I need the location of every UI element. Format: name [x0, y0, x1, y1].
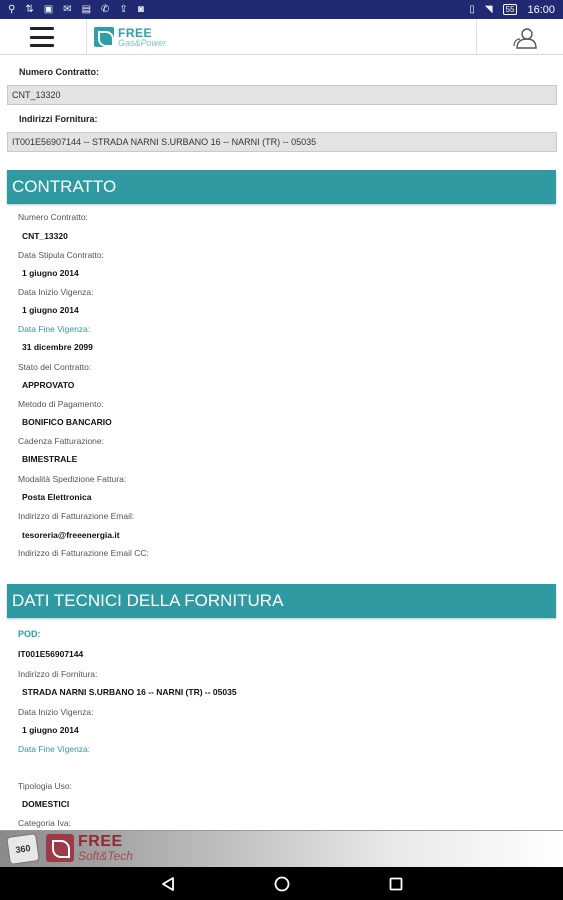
navigation-bar — [0, 867, 563, 900]
home-icon[interactable] — [273, 875, 291, 893]
field-value: CNT_13320 — [22, 231, 68, 241]
field-value: tesoreria@freeenergia.it — [22, 530, 120, 540]
field-label: Cadenza Fatturazione: — [18, 436, 104, 446]
phone-icon: ✆ — [101, 3, 110, 15]
field-label: Data Fine Vigenza: — [18, 324, 91, 334]
field-label: Metodo di Pagamento: — [18, 399, 104, 409]
banner-main-text: FREE — [78, 833, 123, 850]
logo-main-text: FREE — [118, 25, 153, 40]
usb-icon: ⚲ — [8, 3, 16, 15]
upload-icon: ⇪ — [119, 3, 128, 15]
section-header-dati-tecnici: DATI TECNICI DELLA FORNITURA — [7, 584, 556, 618]
menu-icon[interactable] — [30, 27, 54, 47]
pod-label: POD: — [18, 629, 41, 639]
contract-detail-content[interactable] — [0, 56, 563, 830]
field-label: Tipologia Uso: — [18, 781, 73, 791]
vibrate-icon: ▯ — [469, 3, 475, 15]
supply-address-select[interactable]: IT001E56907144 -- STRADA NARNI S.URBANO 16 -- NARNI (TR) -- 05035 — [7, 132, 557, 152]
doc-icon: ▤ — [81, 3, 92, 15]
app-bar — [0, 19, 563, 55]
field-value: 1 giugno 2014 — [22, 305, 79, 315]
field-value: BONIFICO BANCARIO — [22, 417, 112, 427]
field-label: Categoria Iva: — [18, 818, 71, 828]
contract-number-label: Numero Contratto: — [19, 67, 99, 77]
field-label: Numero Contratto: — [18, 212, 88, 222]
field-value: STRADA NARNI S.URBANO 16 -- NARNI (TR) -- 05035 — [22, 687, 237, 697]
free-logo-icon — [94, 27, 114, 47]
field-value: 1 giugno 2014 — [22, 268, 79, 278]
field-label: Stato del Contratto: — [18, 362, 92, 372]
field-value: 31 dicembre 2099 — [22, 342, 93, 352]
photo-icon: ◙ — [137, 3, 144, 15]
image-icon: ▣ — [43, 3, 54, 15]
contract-number-select[interactable]: CNT_13320 — [7, 85, 557, 105]
field-label: Data Stipula Contratto: — [18, 250, 104, 260]
user-icon[interactable] — [513, 27, 537, 49]
logo-sub-text: Gas&Power — [118, 37, 167, 48]
banner-logo — [46, 834, 133, 862]
mail-icon: ✉ — [63, 3, 72, 15]
status-bar — [0, 0, 563, 19]
app-logo — [94, 25, 166, 49]
battery-icon: 55 — [503, 4, 518, 15]
field-label: Indirizzo di Fatturazione Email: — [18, 511, 135, 521]
free-soft-tech-logo-icon — [46, 834, 74, 862]
field-label: Modalità Spedizione Fattura: — [18, 474, 127, 484]
field-value: DOMESTICI — [22, 799, 70, 809]
wifi-icon: ◥ — [484, 3, 493, 15]
status-bar-notifications — [8, 5, 144, 15]
banner-sub-text: Soft&Tech — [78, 849, 133, 863]
status-bar-system — [469, 4, 555, 16]
recents-icon[interactable] — [387, 875, 405, 893]
field-label: Data Inizio Vigenza: — [18, 287, 94, 297]
field-value: Posta Elettronica — [22, 492, 92, 502]
app-bar-divider — [86, 19, 87, 55]
arrows-icon: ⇅ — [25, 3, 34, 15]
field-value: 1 giugno 2014 — [22, 725, 79, 735]
supply-address-label: Indirizzi Fornitura: — [19, 114, 98, 124]
section-header-contratto: CONTRATTO — [7, 170, 556, 204]
field-value: APPROVATO — [22, 380, 75, 390]
clock: 16:00 — [527, 3, 555, 16]
app-bar-divider — [476, 19, 477, 55]
back-icon[interactable] — [159, 875, 177, 893]
pod-value: IT001E56907144 — [18, 649, 84, 659]
field-label: Data Inizio Vigenza: — [18, 707, 94, 717]
field-value: BIMESTRALE — [22, 454, 78, 464]
ad-banner[interactable] — [0, 830, 563, 867]
field-label: Indirizzo di Fornitura: — [18, 669, 98, 679]
field-label: Indirizzo di Fatturazione Email CC: — [18, 548, 149, 558]
badge-360: 360 — [6, 833, 40, 865]
field-label: Data Fine Vigenza: — [18, 744, 91, 754]
